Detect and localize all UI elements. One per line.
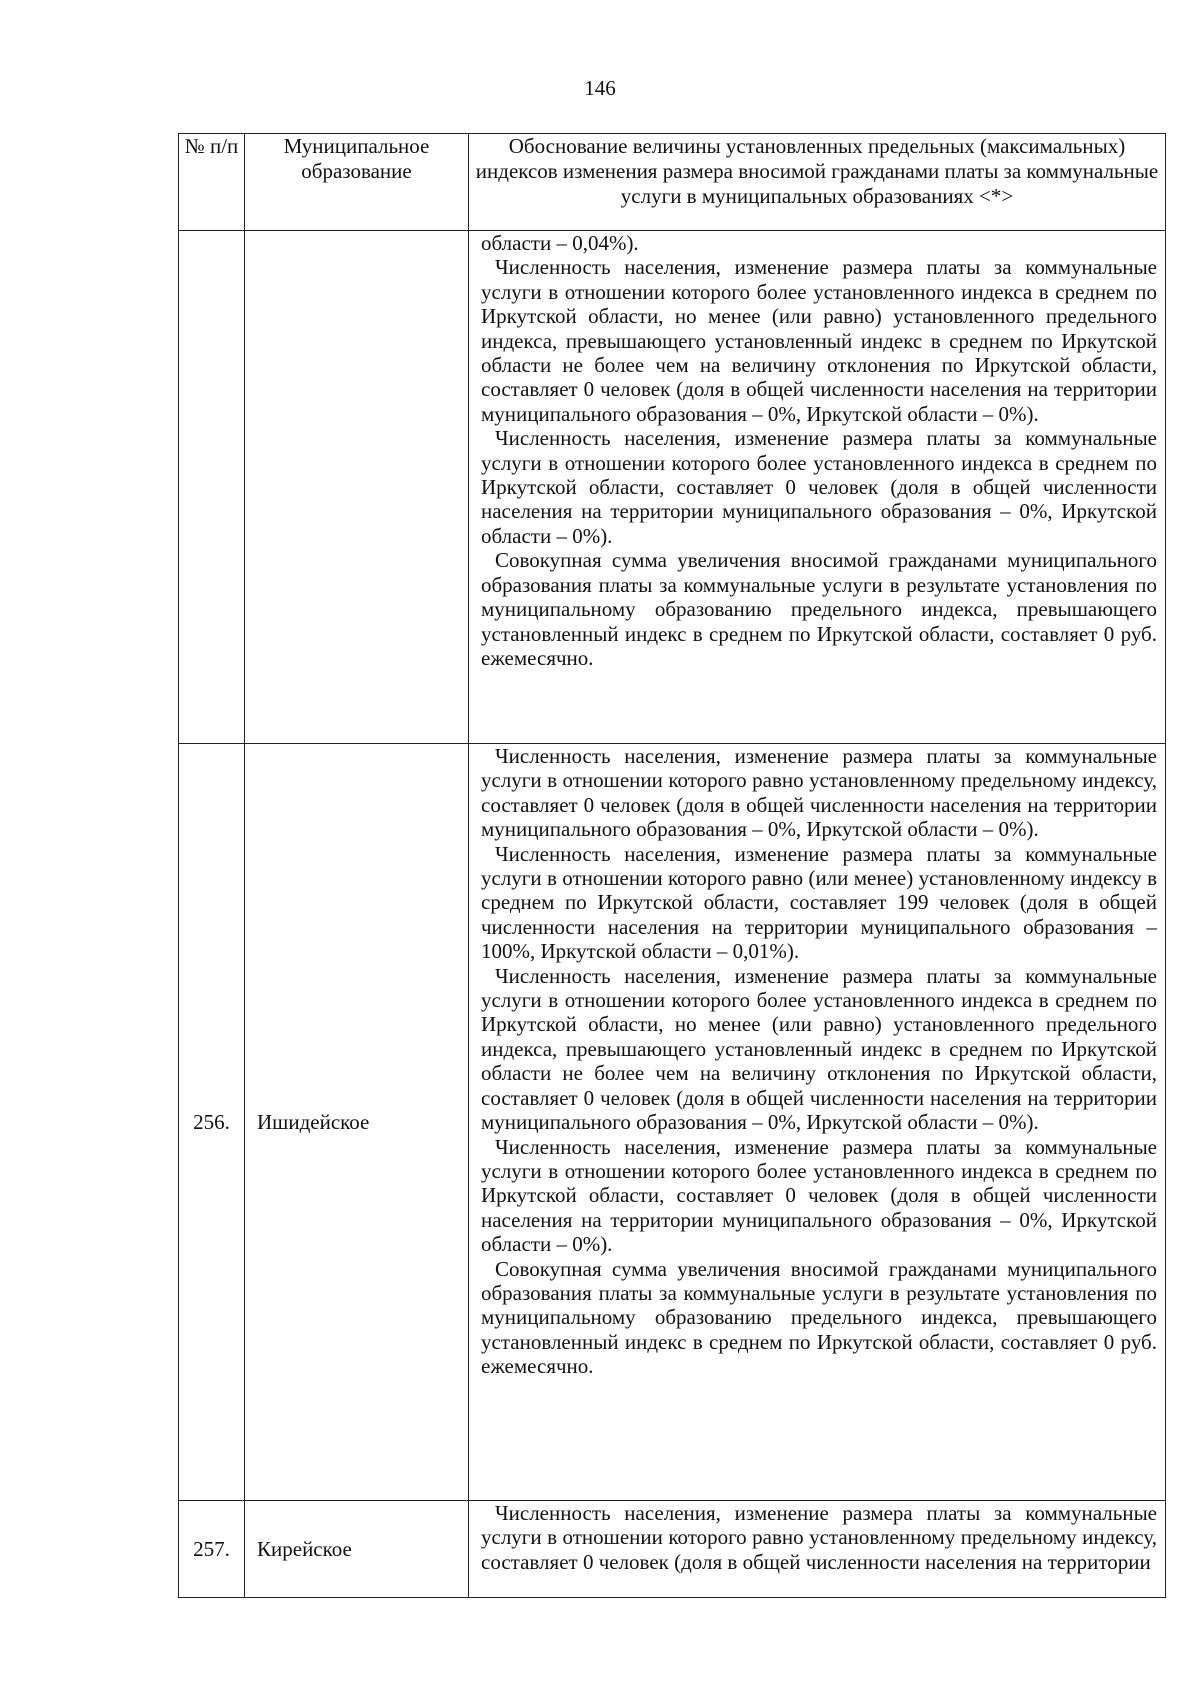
row-number (179, 231, 245, 744)
header-municipality: Муниципальное образование (245, 134, 469, 231)
page-number: 146 (584, 76, 616, 100)
paragraph: Совокупная сумма увеличения вносимой гражданами муниципального образования платы за коммунальные услуги в результате установления по муниципальному образованию предельного индекса, превышающего установленный индекс в среднем по Иркутской области, составляет 0 руб. ежемесячно. (481, 548, 1157, 670)
row-municipality: Кирейское (245, 1501, 469, 1598)
header-number: № п/п (179, 134, 245, 231)
row-municipality: Ишидейское (245, 744, 469, 1501)
row-basis-text (469, 1501, 1166, 1598)
paragraph: Численность населения, изменение размера платы за коммунальные услуги в отношении которого равно установленному предельному индексу, составляет 0 человек (доля в общей численности населения на территории муниципального образования – 0%, Иркутской области – 0%). (481, 744, 1157, 842)
paragraph: Численность населения, изменение размера платы за коммунальные услуги в отношении которого более установленного индекса в среднем по Иркутской области, но менее (или равно) установленного предельного индекса, превышающего установленный индекс в среднем по Иркутской области не более чем на величину отклонения по Иркутской области, составляет 0 человек (доля в общей численности населения на территории муниципального образования – 0%, Иркутской области – 0%). (481, 255, 1157, 426)
row-basis-text (469, 744, 1166, 1501)
row-number: 256. (179, 744, 245, 1501)
row-basis-text (469, 231, 1166, 744)
header-basis: Обоснование величины установленных предельных (максимальных) индексов изменения размера вносимой гражданами платы за коммунальные услуги в муниципальных образованиях <*> (469, 134, 1166, 231)
paragraph: области – 0,04%). (481, 231, 639, 255)
table-row (179, 231, 1166, 744)
indices-table (178, 133, 1166, 1598)
table-row (179, 744, 1166, 1501)
paragraph: Совокупная сумма увеличения вносимой гражданами муниципального образования платы за коммунальные услуги в результате установления по муниципальному образованию предельного индекса, превышающего установленный индекс в среднем по Иркутской области, составляет 0 руб. ежемесячно. (481, 1256, 1157, 1379)
paragraph: Численность населения, изменение размера платы за коммунальные услуги в отношении которого более установленного индекса в среднем по Иркутской области, но менее (или равно) установленного предельного индекса, превышающего установленный индекс в среднем по Иркутской области не более чем на величину отклонения по Иркутской области, составляет 0 человек (доля в общей численности населения на территории муниципального образования – 0%, Иркутской области – 0%). (481, 963, 1157, 1135)
table-row (179, 1501, 1166, 1598)
paragraph: Численность населения, изменение размера платы за коммунальные услуги в отношении которого равно (или менее) установленному индексу в среднем по Иркутской области, составляет 199 человек (доля в общей численности населения на территории муниципального образования – 100%, Иркутской области – 0,01%). (481, 841, 1157, 964)
row-municipality (245, 231, 469, 744)
row-number: 257. (179, 1501, 245, 1598)
table-header-row (179, 134, 1166, 231)
paragraph: Численность населения, изменение размера платы за коммунальные услуги в отношении которого более установленного индекса в среднем по Иркутской области, составляет 0 человек (доля в общей численности населения на территории муниципального образования – 0%, Иркутской области – 0%). (481, 1134, 1157, 1257)
paragraph: Численность населения, изменение размера платы за коммунальные услуги в отношении которого равно установленному предельному индексу, составляет 0 человек (доля в общей численности населения на территории (481, 1501, 1157, 1574)
paragraph: Численность населения, изменение размера платы за коммунальные услуги в отношении которого более установленного индекса в среднем по Иркутской области, составляет 0 человек (доля в общей численности населения на территории муниципального образования – 0%, Иркутской области – 0%). (481, 426, 1157, 548)
